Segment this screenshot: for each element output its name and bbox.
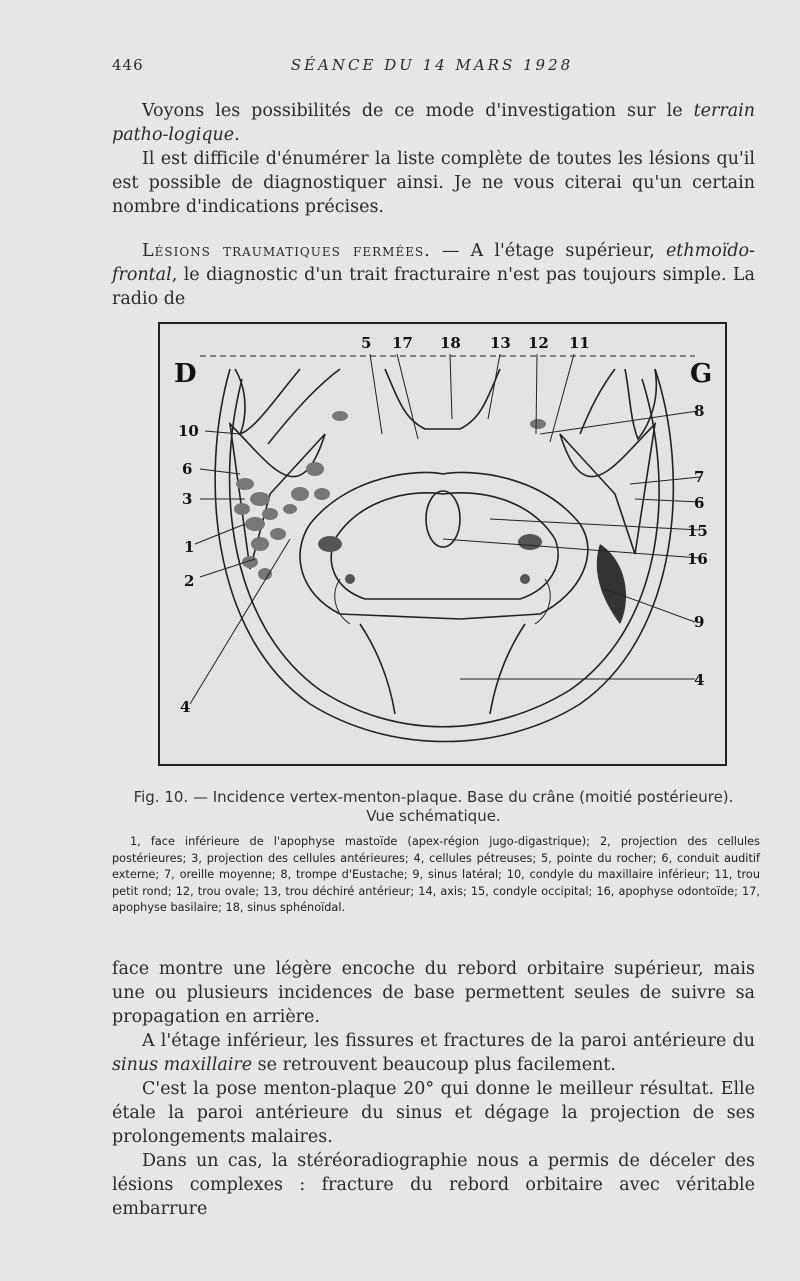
label-12: 12 bbox=[528, 334, 549, 352]
emphasis-text: ethmoïdo-frontal bbox=[112, 241, 755, 285]
paragraph-maxillary bbox=[112, 1029, 755, 1077]
paragraph-text: A l'étage inférieur, les fissures et fractures de la paroi antérieure du bbox=[142, 1031, 755, 1051]
paragraph-stereo: Dans un cas, la stéréoradiographie nous a permis de déceler des lésions complexes : fracture du rebord orbitaire avec véritable embarrure bbox=[112, 1151, 755, 1219]
label-1: 1 bbox=[184, 538, 195, 556]
side-label-right: D bbox=[174, 359, 197, 389]
paragraph-text: , le diagnostic d'un trait fracturaire n'est pas toujours simple. La radio de bbox=[112, 265, 755, 309]
label-18: 18 bbox=[440, 334, 461, 352]
label-6-right: 6 bbox=[694, 494, 705, 512]
side-label-left: G bbox=[690, 359, 713, 389]
skull-base-figure bbox=[158, 322, 727, 766]
label-8: 8 bbox=[694, 402, 705, 420]
paragraph-text: — A l'étage supérieur, bbox=[430, 241, 666, 261]
running-header bbox=[112, 56, 752, 80]
paragraph-traumatic bbox=[112, 239, 755, 311]
section-heading: Lésions traumatiques fermées. bbox=[142, 241, 431, 261]
label-7: 7 bbox=[694, 468, 705, 486]
running-title: SÉANCE DU 14 MARS 1928 bbox=[290, 56, 574, 74]
label-5: 5 bbox=[361, 334, 372, 352]
paragraph-intro bbox=[112, 99, 755, 147]
paragraph-text: Voyons les possibilités de ce mode d'investigation sur le bbox=[142, 101, 694, 121]
figure-caption bbox=[112, 788, 755, 826]
label-9: 9 bbox=[694, 613, 705, 631]
label-4-left: 4 bbox=[180, 698, 191, 716]
figure-legend bbox=[112, 834, 760, 917]
paragraph-lesions: Il est difficile d'énumérer la liste complète de toutes les lésions qu'il est possible de diagnostiquer ainsi. Je ne vous citerai qu'un certain nombre d'indications précises. bbox=[112, 149, 755, 217]
label-16: 16 bbox=[687, 550, 708, 568]
paragraph-menton-plaque: C'est la pose menton-plaque 20° qui donne le meilleur résultat. Elle étale la paroi antérieure du sinus et dégage la projection de ses prolongements malaires. bbox=[112, 1079, 755, 1147]
label-15: 15 bbox=[687, 522, 708, 540]
paragraph-continuation: face montre une légère encoche du rebord orbitaire supérieur, mais une ou plusieurs incidences de base permettent seules de suivre sa propagation en arrière. bbox=[112, 959, 755, 1027]
caption-subtitle: Vue schématique. bbox=[366, 807, 501, 825]
label-3: 3 bbox=[182, 490, 193, 508]
legend-text: 1, face inférieure de l'apophyse mastoïde (apex-région jugo-digastrique); 2, projection des cellules postérieures; 3, projection des cellules antérieures; 4, cellules pétreuses; 5, pointe du rocher; 6, conduit auditif externe; 7, oreille moyenne; 8, trompe d'Eustache; 9, sinus latéral; 10, condyle du maxillaire inférieur; 11, trou petit rond; 12, trou ovale; 13, trou déchiré antérieur; 14, axis; 15, condyle occipital; 16, apophyse odontoïde; 17, apophyse basilaire; 18, sinus sphénoïdal. bbox=[112, 835, 760, 914]
label-11: 11 bbox=[569, 334, 590, 352]
paragraph-text: se retrouvent beaucoup plus facilement. bbox=[252, 1055, 616, 1075]
paragraph-text: . bbox=[234, 125, 240, 145]
label-4-right: 4 bbox=[694, 671, 705, 689]
label-6-left: 6 bbox=[182, 460, 193, 478]
label-10: 10 bbox=[178, 422, 199, 440]
emphasis-text: sinus maxillaire bbox=[112, 1055, 253, 1075]
emphasis-text: terrain patho-logique bbox=[112, 101, 755, 145]
skull-base-diagram bbox=[160, 324, 725, 764]
label-13: 13 bbox=[490, 334, 511, 352]
page-number: 446 bbox=[112, 56, 144, 74]
label-2: 2 bbox=[184, 572, 195, 590]
label-17: 17 bbox=[392, 334, 413, 352]
caption-title: Fig. 10. — Incidence vertex-menton-plaque. Base du crâne (moitié postérieure). bbox=[133, 788, 734, 806]
